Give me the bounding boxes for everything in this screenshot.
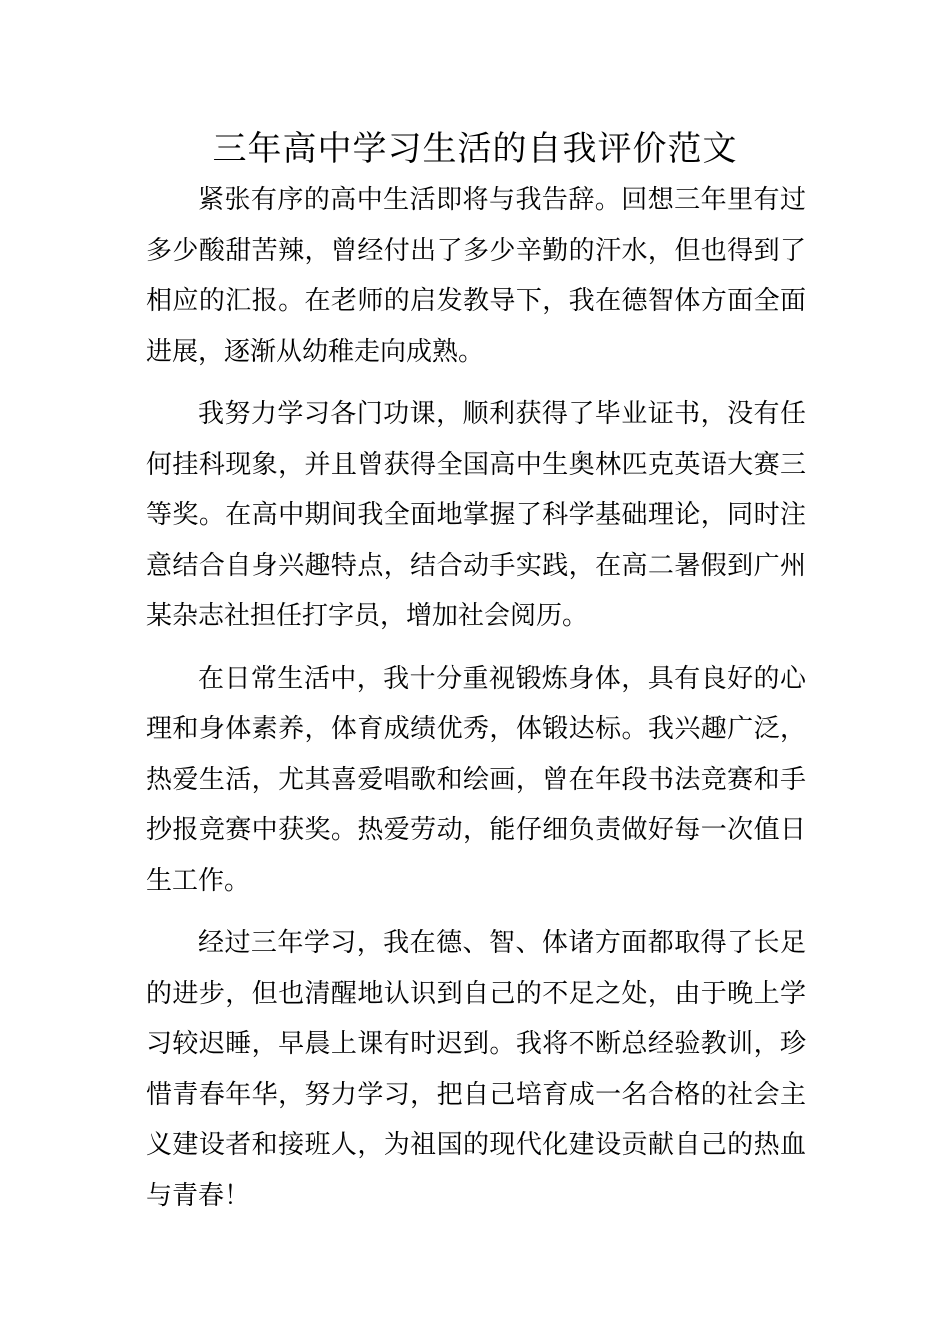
paragraph-2: 我努力学习各门功课，顺利获得了毕业证书，没有任何挂科现象，并且曾获得全国高中生奥林匹克英语大赛三等奖。在高中期间我全面地掌握了科学基础理论，同时注意结合自身兴趣特点，结合动手实践，在高二暑假到广州某杂志社担任打字员，增加社会阅历。 (146, 399, 806, 631)
document-body (146, 175, 806, 1233)
document-title: 三年高中学习生活的自我评价范文 (212, 129, 738, 169)
paragraph-4: 经过三年学习，我在德、智、体诸方面都取得了长足的进步，但也清醒地认识到自己的不足之处，由于晚上学习较迟睡，早晨上课有时迟到。我将不断总经验教训，珍惜青春年华，努力学习，把自己培育成一名合格的社会主义建设者和接班人，为祖国的现代化建设贡献自己的热血与青春！ (146, 928, 806, 1211)
paragraph-3: 在日常生活中，我十分重视锻炼身体，具有良好的心理和身体素养，体育成绩优秀，体锻达标。我兴趣广泛，热爱生活，尤其喜爱唱歌和绘画，曾在年段书法竞赛和手抄报竞赛中获奖。热爱劳动，能仔细负责做好每一次值日生工作。 (146, 663, 806, 896)
paragraph-1: 紧张有序的高中生活即将与我告辞。回想三年里有过多少酸甜苦辣，曾经付出了多少辛勤的汗水，但也得到了相应的汇报。在老师的启发教导下，我在德智体方面全面进展，逐渐从幼稚走向成熟。 (146, 185, 806, 367)
